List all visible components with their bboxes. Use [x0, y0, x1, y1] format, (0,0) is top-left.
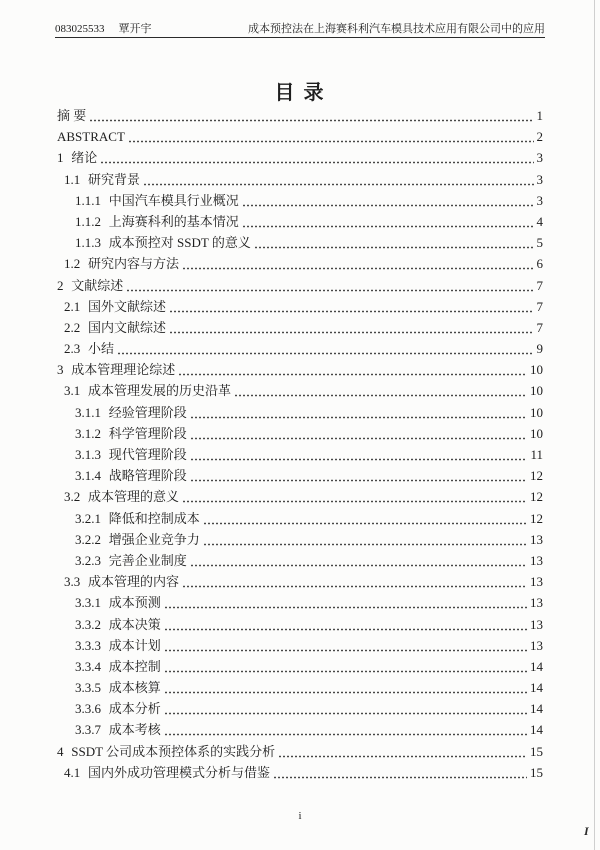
- toc-entry-title: ABSTRACT: [57, 129, 125, 145]
- dot-leader: [254, 232, 534, 253]
- toc-entry-number: 3.1.4: [75, 468, 101, 484]
- toc-page-number: 12: [530, 510, 543, 526]
- dot-leader: [89, 105, 533, 126]
- toc-entry-title: 上海赛科利的基本情况: [108, 213, 239, 229]
- toc-entry-label: [75, 677, 161, 698]
- toc-entry: [57, 338, 543, 359]
- toc-entry-label: [57, 275, 123, 296]
- dot-leader: [273, 762, 527, 783]
- toc-entry: [57, 147, 543, 168]
- dot-leader: [164, 592, 527, 613]
- toc-entry: [57, 275, 543, 296]
- dot-leader: [169, 317, 533, 338]
- toc-page-number: 12: [530, 489, 543, 505]
- toc-entry-number: 3.2.2: [75, 531, 101, 547]
- toc-entry-number: 3.3.4: [75, 658, 101, 674]
- toc-entry-title: 成本管理的内容: [88, 574, 180, 590]
- toc-entry-number: 3.3.5: [75, 680, 101, 696]
- toc-entry-title: 降低和控制成本: [108, 510, 200, 526]
- toc-entry-title: 成本管理的意义: [88, 489, 180, 505]
- dot-leader: [242, 190, 534, 211]
- toc-entry: [57, 677, 543, 698]
- toc-entry: [57, 402, 543, 423]
- toc-entry-number: 1.2: [64, 256, 81, 272]
- table-of-contents: [57, 105, 543, 783]
- toc-page-number: 6: [536, 256, 543, 272]
- toc-entry: [57, 592, 543, 613]
- toc-page-number: 15: [530, 743, 543, 759]
- toc-entry: [57, 359, 543, 380]
- toc-entry: [57, 571, 543, 592]
- corner-mark: I: [584, 824, 589, 838]
- toc-page-number: 13: [530, 637, 543, 653]
- toc-entry-label: [57, 126, 125, 147]
- toc-entry: [57, 550, 543, 571]
- toc-entry-title: 成本管理理论综述: [71, 362, 176, 378]
- toc-entry: [57, 232, 543, 253]
- scan-edge-line: [594, 0, 595, 850]
- toc-entry: [57, 211, 543, 232]
- toc-entry: [57, 126, 543, 147]
- toc-entry-label: [75, 656, 161, 677]
- dot-leader: [143, 169, 533, 190]
- toc-page-number: 3: [536, 150, 543, 166]
- toc-title: 目 录: [274, 82, 326, 105]
- toc-page-number: 7: [536, 298, 543, 314]
- toc-entry-title: 战略管理阶段: [108, 468, 187, 484]
- toc-entry-label: [75, 211, 239, 232]
- toc-entry-number: 3.3.3: [75, 637, 101, 653]
- toc-page-number: 13: [530, 552, 543, 568]
- toc-page-number: 14: [530, 722, 543, 738]
- toc-entry-label: [75, 508, 200, 529]
- toc-entry: [57, 719, 543, 740]
- toc-entry-title: 国内外成功管理模式分析与借鉴: [88, 764, 271, 780]
- toc-entry-label: [57, 105, 86, 126]
- dot-leader: [100, 147, 533, 168]
- toc-entry-label: [75, 190, 239, 211]
- toc-entry-number: 2.1: [64, 298, 81, 314]
- toc-entry-title: 科学管理阶段: [108, 425, 187, 441]
- toc-page-number: 3: [536, 192, 543, 208]
- toc-entry-label: [57, 147, 97, 168]
- toc-entry-title: 国外文献综述: [88, 298, 167, 314]
- dot-leader: [164, 614, 527, 635]
- toc-page-number: 7: [536, 277, 543, 293]
- dot-leader: [190, 465, 527, 486]
- toc-entry: [57, 105, 543, 126]
- toc-entry-title: 成本核算: [108, 680, 161, 696]
- toc-entry-number: 4.1: [64, 764, 81, 780]
- toc-page-number: 10: [530, 383, 543, 399]
- running-header: [55, 19, 545, 38]
- dot-leader: [126, 275, 533, 296]
- toc-entry-number: 3.3.1: [75, 595, 101, 611]
- toc-entry-number: 2: [57, 277, 64, 293]
- toc-entry-title: 经验管理阶段: [108, 404, 187, 420]
- toc-entry-label: [75, 550, 187, 571]
- toc-entry-title: 成本管理发展的历史沿革: [88, 383, 232, 399]
- toc-entry-title: 成本分析: [108, 701, 161, 717]
- toc-entry-title: 绪论: [71, 150, 98, 166]
- toc-entry-label: [75, 719, 161, 740]
- toc-entry-label: [75, 635, 161, 656]
- toc-entry-number: 3.3: [64, 574, 81, 590]
- dot-leader: [128, 126, 534, 147]
- toc-entry-number: 1.1.3: [75, 235, 101, 251]
- toc-entry-number: 3.1.1: [75, 404, 101, 420]
- toc-entry-title: 增强企业竞争力: [108, 531, 200, 547]
- dot-leader: [190, 550, 527, 571]
- toc-page-number: 10: [530, 362, 543, 378]
- toc-entry-title: 成本考核: [108, 722, 161, 738]
- toc-entry-title: 中国汽车模具行业概况: [108, 192, 239, 208]
- toc-entry: [57, 698, 543, 719]
- toc-entry-number: 1.1: [64, 171, 81, 187]
- toc-page-number: 13: [530, 574, 543, 590]
- toc-entry-label: [75, 465, 187, 486]
- toc-entry-number: 3.3.7: [75, 722, 101, 738]
- toc-entry-title: 研究内容与方法: [88, 256, 180, 272]
- dot-leader: [178, 359, 527, 380]
- toc-entry-number: 3.1.3: [75, 447, 101, 462]
- toc-page-number: 5: [536, 235, 543, 251]
- toc-entry-title: 完善企业制度: [108, 552, 187, 568]
- dot-leader: [164, 635, 527, 656]
- toc-entry-title: 成本计划: [108, 637, 161, 653]
- toc-entry-number: 3.3.6: [75, 701, 101, 717]
- toc-entry-label: [57, 741, 275, 762]
- toc-entry-number: 3.2.1: [75, 510, 101, 526]
- toc-entry: [57, 741, 543, 762]
- dot-leader: [203, 508, 527, 529]
- toc-page-number: 13: [530, 595, 543, 611]
- toc-entry: [57, 296, 543, 317]
- toc-entry-title: 成本决策: [108, 616, 161, 632]
- dot-leader: [182, 486, 527, 507]
- toc-entry-title: 研究背景: [88, 171, 141, 187]
- dot-leader: [278, 741, 527, 762]
- toc-entry: [57, 423, 543, 444]
- toc-page-number: 1: [536, 108, 543, 123]
- toc-entry-number: 3: [57, 362, 64, 378]
- dot-leader: [203, 529, 527, 550]
- toc-entry: [57, 169, 543, 190]
- toc-entry-number: 4: [57, 743, 64, 759]
- toc-entry-title: 成本预测: [108, 595, 161, 611]
- toc-entry-number: 3.3.2: [75, 616, 101, 632]
- toc-page-number: 14: [530, 701, 543, 717]
- dot-leader: [242, 211, 534, 232]
- toc-entry-number: 1.1.1: [75, 192, 101, 208]
- toc-entry-number: 2.3: [64, 341, 81, 357]
- toc-page-number: 9: [536, 341, 543, 357]
- toc-entry: [57, 465, 543, 486]
- toc-entry-number: 3.2.3: [75, 552, 101, 568]
- toc-entry: [57, 253, 543, 274]
- toc-entry-title: 成本控制: [108, 658, 161, 674]
- toc-entry-title: 小结: [88, 341, 115, 357]
- toc-page-number: 7: [536, 319, 543, 335]
- toc-entry-label: [64, 317, 166, 338]
- toc-entry: [57, 529, 543, 550]
- dot-leader: [182, 253, 533, 274]
- toc-entry-label: [64, 169, 140, 190]
- dot-leader: [169, 296, 533, 317]
- toc-entry-label: [75, 592, 161, 613]
- toc-page-number: 2: [536, 129, 543, 145]
- toc-entry-label: [57, 359, 175, 380]
- dot-leader: [117, 338, 533, 359]
- toc-entry: [57, 614, 543, 635]
- toc-entry-number: 3.2: [64, 489, 81, 505]
- footer-page-number: i: [298, 810, 302, 822]
- dot-leader: [190, 402, 527, 423]
- dot-leader: [164, 698, 527, 719]
- toc-page-number: 10: [530, 404, 543, 420]
- toc-entry-label: [64, 338, 114, 359]
- header-left-group: [55, 21, 152, 37]
- toc-page-number: 11: [530, 447, 543, 462]
- toc-entry-number: 2.2: [64, 319, 81, 335]
- toc-entry-title: 文献综述: [71, 277, 124, 293]
- toc-entry-label: [64, 762, 270, 783]
- header-thesis-title: 成本预控法在上海赛科利汽车模具技术应用有限公司中的应用: [248, 23, 545, 35]
- toc-entry-number: 1.1.2: [75, 213, 101, 229]
- toc-entry-label: [75, 698, 161, 719]
- toc-entry-label: [64, 296, 166, 317]
- toc-entry-number: 3.1: [64, 383, 81, 399]
- toc-entry-label: [64, 380, 231, 401]
- toc-entry: [57, 190, 543, 211]
- header-author: 覃开宇: [118, 23, 152, 35]
- toc-entry: [57, 656, 543, 677]
- toc-page-number: 13: [530, 531, 543, 547]
- toc-page-number: 15: [530, 764, 543, 780]
- toc-entry-label: [64, 486, 179, 507]
- toc-entry: [57, 380, 543, 401]
- toc-entry-label: [75, 423, 187, 444]
- dot-leader: [234, 380, 527, 401]
- toc-entry-label: [64, 253, 179, 274]
- toc-page-number: 4: [536, 213, 543, 229]
- dot-leader: [164, 719, 527, 740]
- toc-entry-title: 成本预控对 SSDT 的意义: [108, 235, 251, 251]
- toc-entry-title: 现代管理阶段: [108, 447, 187, 462]
- toc-entry-label: [75, 402, 187, 423]
- dot-leader: [182, 571, 527, 592]
- toc-entry: [57, 317, 543, 338]
- toc-page-number: 14: [530, 680, 543, 696]
- dot-leader: [164, 656, 527, 677]
- header-student-id: 083025533: [55, 23, 105, 35]
- toc-entry-title: SSDT 公司成本预控体系的实践分析: [71, 743, 276, 759]
- toc-entry-number: 1: [57, 150, 64, 166]
- toc-page-number: 13: [530, 616, 543, 632]
- toc-entry: [57, 486, 543, 507]
- toc-entry-label: [75, 614, 161, 635]
- dot-leader: [190, 444, 528, 465]
- toc-entry: [57, 762, 543, 783]
- dot-leader: [190, 423, 527, 444]
- toc-entry-label: [75, 232, 251, 253]
- dot-leader: [164, 677, 527, 698]
- toc-entry: [57, 444, 543, 465]
- toc-page-number: 3: [536, 171, 543, 187]
- toc-page-number: 10: [530, 425, 543, 441]
- toc-entry-label: [75, 444, 187, 465]
- toc-entry-title: 国内文献综述: [88, 319, 167, 335]
- toc-entry-label: [75, 529, 200, 550]
- toc-entry-number: 3.1.2: [75, 425, 101, 441]
- toc-entry: [57, 508, 543, 529]
- toc-page-number: 12: [530, 468, 543, 484]
- toc-entry-label: [64, 571, 179, 592]
- toc-page-number: 14: [530, 658, 543, 674]
- toc-entry-title: 摘 要: [57, 108, 87, 123]
- toc-entry: [57, 635, 543, 656]
